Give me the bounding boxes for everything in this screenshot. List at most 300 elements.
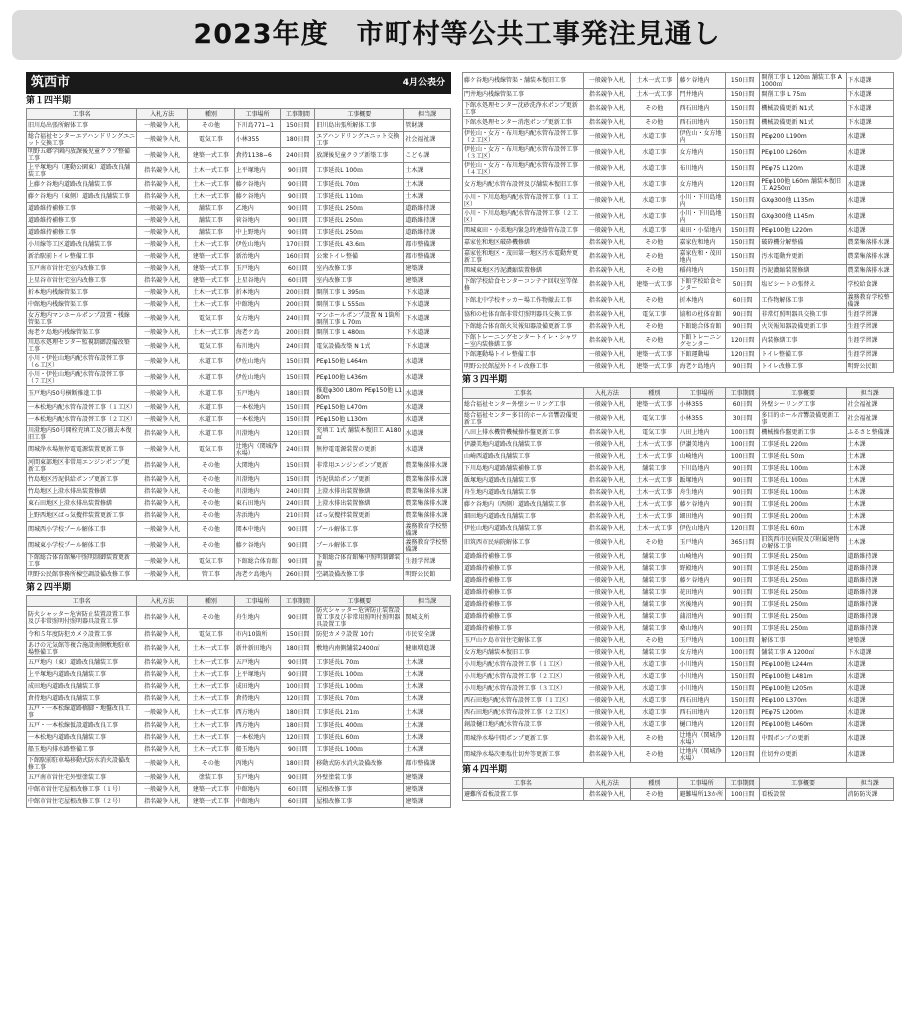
table-cell: プール解体工事: [315, 522, 404, 538]
table-cell: 90日間: [281, 744, 315, 756]
table-cell: 60日間: [725, 399, 759, 411]
table-cell: 生涯学習課: [404, 554, 451, 569]
table-cell: 工事延長L 100ｍ: [315, 744, 404, 756]
table-cell: 関城東田・小栗地内緊急時連絡管布設工事: [463, 225, 584, 237]
table-cell: 伊佐山・女方地内: [678, 129, 725, 145]
table-cell: 小川・下川島地内: [678, 209, 725, 225]
column-header: 種別: [631, 388, 678, 399]
table-cell: 汚水電動弁更新: [760, 249, 846, 265]
table-cell: 指名競争入札: [137, 486, 188, 498]
table-row: [463, 101, 894, 117]
table-cell: 嘉家佐和地区・茂田第一地区汚水電動弁更新工事: [463, 249, 584, 265]
table-cell: 指名競争入札: [137, 629, 188, 641]
table-cell: 蒲沼地内: [678, 611, 725, 623]
table-cell: 開削工事 L 480ｍ: [315, 327, 404, 339]
table-cell: 野殿地内: [678, 563, 725, 575]
table-cell: 指名競争入札: [583, 511, 630, 523]
table-cell: 宮後地内: [678, 599, 725, 611]
table-cell: 道路維持補修工事: [463, 599, 584, 611]
table-cell: 60日間: [725, 293, 759, 309]
table-cell: 機械設備更新 N1式: [760, 117, 846, 129]
table-cell: 義務教育学校整備課: [404, 522, 451, 538]
column-header: 工事期間: [725, 778, 759, 789]
table-cell: 屋根改修工事: [315, 796, 404, 808]
table-cell: 100日間: [725, 451, 759, 463]
table-row: [463, 487, 894, 499]
table-cell: 消防防災課: [846, 789, 893, 801]
table-cell: 新井新田地内: [234, 641, 281, 657]
table-row: [463, 599, 894, 611]
table-cell: 上藤ケ谷地内道路改良舗装工事: [27, 179, 137, 191]
table-cell: 水道工事: [631, 683, 678, 695]
table-cell: 一般競争入札: [583, 587, 630, 599]
table-row: [27, 339, 451, 354]
table-cell: 義務教育学校整備課: [846, 293, 893, 309]
table-cell: 玉戸山ケ島市営住宅解体工事: [463, 635, 584, 647]
table-cell: 90日間: [281, 669, 315, 681]
table-cell: 下水道課: [404, 311, 451, 327]
table-row: [27, 287, 451, 299]
table-cell: 小川・下川島地内配水管布設替工事（１工区）: [463, 193, 584, 209]
table-cell: 下水道課: [404, 339, 451, 354]
table-cell: 90日間: [725, 611, 759, 623]
table-row: [463, 193, 894, 209]
table-cell: 生涯学習課: [846, 333, 893, 349]
table-cell: 伊佐山地内: [234, 239, 281, 251]
table-cell: 一般競争入札: [583, 349, 630, 361]
table-cell: 農業集落排水課: [404, 474, 451, 486]
table-cell: 女方地内: [234, 311, 281, 327]
table-row: [463, 361, 894, 373]
table-cell: 西石田地内配水管布設替工事（２工区）: [463, 707, 584, 719]
table-header: [27, 109, 451, 120]
table-cell: 稲荷地内: [678, 265, 725, 277]
table-row: [27, 657, 451, 669]
table-cell: 道路維持課: [846, 551, 893, 563]
column-header: 工事場所: [234, 109, 281, 120]
table-cell: 工事延長L 250ｍ: [315, 227, 404, 239]
table-cell: トイレ改修工事: [760, 361, 846, 373]
table-cell: 船玉地内: [234, 744, 281, 756]
table-cell: 道路維持課: [846, 575, 893, 587]
table-row: [27, 486, 451, 498]
table-cell: 多目的ホール音響設備更新工事: [760, 411, 846, 427]
table-cell: 布川地内: [678, 161, 725, 177]
table-cell: 指名競争入札: [137, 681, 188, 693]
table-cell: 道路維持補修工事: [463, 551, 584, 563]
table-cell: 土木課: [846, 451, 893, 463]
table-cell: 指名競争入札: [583, 249, 630, 265]
table-cell: 90日間: [725, 309, 759, 321]
table-row: [27, 796, 451, 808]
table-cell: 水道課: [404, 354, 451, 370]
column-header: 工事名: [27, 596, 137, 607]
table-row: [27, 227, 451, 239]
table-cell: 市内10箇所: [234, 629, 281, 641]
table-row: [27, 275, 451, 287]
table-cell: 市民安全課: [404, 629, 451, 641]
table-cell: 一般競争入札: [583, 145, 630, 161]
table-cell: 工事延長L 200ｍ: [760, 511, 846, 523]
table-cell: 200日間: [281, 287, 315, 299]
table-cell: 電気工事: [188, 311, 235, 327]
table-row: [27, 148, 451, 163]
table-cell: 150日間: [725, 193, 759, 209]
table-cell: PEφ100他 L436m: [315, 370, 404, 386]
table-cell: 指名競争入札: [137, 426, 188, 442]
table-cell: 一般競争入札: [583, 411, 630, 427]
table-cell: 150日間: [725, 101, 759, 117]
table-cell: PEφ150他 L464m: [315, 354, 404, 370]
quarter-2-continued-table: [462, 72, 894, 373]
table-cell: 180日間: [281, 705, 315, 720]
table-cell: 玉戸地内: [678, 535, 725, 551]
table-cell: 水道課: [846, 731, 893, 747]
table-row: [463, 277, 894, 293]
table-cell: 屋根改修工事: [315, 784, 404, 796]
table-cell: 道路維持課: [846, 599, 893, 611]
table-cell: 150日間: [725, 225, 759, 237]
table-cell: 下館総合体育館火災報知器設備更新工事: [463, 321, 584, 333]
table-cell: 伊佐山・女方・布川地内配水管布設替工事（４工区）: [463, 161, 584, 177]
table-cell: 舟生地内: [678, 487, 725, 499]
table-cell: 電気工事: [188, 339, 235, 354]
table-row: [27, 784, 451, 796]
table-cell: 土木一式工事: [631, 499, 678, 511]
table-cell: 指名競争入札: [583, 101, 630, 117]
table-cell: 管財課: [404, 120, 451, 132]
table-row: [463, 475, 894, 487]
table-cell: 水道課: [404, 370, 451, 386]
table-cell: 土木一式工事: [188, 681, 235, 693]
table-cell: 農業集落排水課: [404, 498, 451, 510]
table-cell: 成田地内: [234, 681, 281, 693]
table-row: [463, 575, 894, 587]
table-cell: 一本松地内道路改良舗装工事: [27, 732, 137, 744]
table-cell: 中館市営住宅屋根改修工事（１号）: [27, 784, 137, 796]
table-cell: 道路維持課: [846, 587, 893, 599]
table-cell: 土木一式工事: [631, 523, 678, 535]
table-cell: 旧筑西市民病院解体工事: [463, 535, 584, 551]
table-cell: 土木一式工事: [188, 744, 235, 756]
table-cell: 一般競争入札: [583, 193, 630, 209]
table-header: [27, 596, 451, 607]
table-cell: 総合福祉センターエアハンドリングユニット交換工事: [28, 132, 136, 147]
table-cell: 一般競争入札: [137, 705, 188, 720]
table-cell: 道路維持補修工事: [463, 563, 584, 575]
publish-label: 4月公表分: [402, 78, 445, 88]
table-row: [463, 731, 894, 747]
header-row: [27, 109, 451, 120]
table-cell: 明野公民館屋外トイレ改修工事: [463, 361, 584, 373]
table-cell: 指名競争入札: [583, 117, 630, 129]
table-cell: 電気工事: [188, 629, 235, 641]
table-row: [27, 414, 451, 426]
table-cell: 玉戸地内: [234, 386, 281, 402]
table-cell: 下館学校給食センターコンテナ回収室等保修: [463, 277, 584, 293]
table-cell: 工事延長L 250ｍ: [760, 599, 846, 611]
table-row: [463, 587, 894, 599]
page-title: 2023年度 市町村等公共工事発注見通し: [12, 10, 902, 60]
table-cell: 一般競争入札: [137, 414, 188, 426]
table-row: [463, 683, 894, 695]
table-cell: 指名競争入札: [137, 720, 188, 732]
quarter-3-heading: 第３四半期: [462, 375, 508, 385]
table-cell: 120日間: [725, 177, 759, 193]
column-header: 工事名: [463, 388, 584, 399]
table-cell: 指名競争入札: [583, 293, 630, 309]
table-cell: 指名競争入札: [137, 474, 188, 486]
table-cell: 伊佐山地内: [234, 354, 281, 370]
table-cell: その他: [631, 237, 678, 249]
table-cell: 上野西地区ばっ気攪拌装置更新工事: [27, 510, 137, 522]
table-cell: 小川・下川島地内配水管布設替工事（２工区）: [463, 209, 584, 225]
table-cell: 嘉家佐和地内: [678, 237, 725, 249]
table-cell: 土木一式工事: [631, 511, 678, 523]
table-cell: 水道工事: [188, 386, 235, 402]
table-cell: 工事延長L 110ｍ: [315, 191, 404, 203]
table-row: [27, 239, 451, 251]
table-cell: 90日間: [725, 361, 759, 373]
table-cell: 一般競争入札: [137, 442, 188, 458]
table-row: [27, 299, 451, 311]
table-cell: 土木課: [846, 439, 893, 451]
table-cell: 200日間: [281, 327, 315, 339]
table-cell: 土木課: [404, 163, 451, 179]
table-cell: 水道課: [846, 129, 893, 145]
quarter-3-table: [462, 387, 894, 763]
table-cell: 道路維持補修工事: [27, 203, 137, 215]
table-cell: 内装修繕工事: [760, 333, 846, 349]
table-cell: 西石田地内: [678, 695, 725, 707]
table-cell: 関城東地区汚泥濃縮装置修繕: [463, 265, 584, 277]
table-cell: 建築一式工事: [631, 399, 678, 411]
column-header: 工事概要: [315, 596, 404, 607]
table-cell: 丙地内: [234, 756, 281, 772]
table-cell: 土木課: [846, 523, 893, 535]
table-cell: 関城支所: [404, 607, 451, 629]
table-cell: 土木一式工事: [188, 191, 235, 203]
table-cell: 電気設備改築 N 1式: [315, 339, 404, 354]
table-cell: 道路維持補修工事: [27, 215, 137, 227]
table-cell: その他: [631, 293, 678, 309]
table-cell: 一般競争入札: [137, 772, 188, 784]
table-cell: 150日間: [725, 209, 759, 225]
table-cell: 五戸・一本松線道路橋脚・地盤改良工事: [27, 705, 137, 720]
table-cell: 90日間: [725, 475, 759, 487]
table-cell: 一般競争入札: [137, 132, 188, 148]
table-cell: 100日間: [725, 647, 759, 659]
table-cell: 塗装工事: [188, 772, 235, 784]
table-row: [27, 607, 451, 629]
table-cell: 建築課: [404, 275, 451, 287]
table-cell: 一本松地内: [234, 402, 281, 414]
table-cell: 海老ケ島地内桟線管渠工事: [27, 327, 137, 339]
table-cell: 60日間: [281, 275, 315, 287]
table-cell: 玉戸地内: [234, 772, 281, 784]
table-cell: 健康増進課: [404, 641, 451, 657]
table-row: [27, 522, 451, 538]
table-cell: 30日間: [725, 411, 759, 427]
table-cell: 土木課: [404, 191, 451, 203]
table-cell: 下水道課: [846, 647, 893, 659]
table-cell: 指名競争入札: [137, 458, 188, 474]
table-cell: 下館運動場トイレ整備工事: [463, 349, 584, 361]
column-header: 工事場所: [234, 596, 281, 607]
table-cell: 一般競争入札: [137, 554, 188, 569]
table-row: [463, 411, 894, 427]
table-row: [463, 463, 894, 475]
table-cell: 水道課: [846, 177, 893, 193]
table-cell: 建築一式工事: [188, 275, 235, 287]
table-cell: 一般競争入札: [137, 239, 188, 251]
table-cell: 180日間: [281, 720, 315, 732]
table-cell: PEφ100他 L244m: [760, 659, 846, 671]
table-cell: 一般競争入札: [583, 695, 630, 707]
table-cell: 指名競争入札: [137, 498, 188, 510]
table-cell: 90日間: [281, 657, 315, 669]
table-cell: 建築一式工事: [188, 796, 235, 808]
table-cell: 生涯学習課: [846, 309, 893, 321]
table-cell: 都市整備課: [404, 756, 451, 772]
table-cell: 舗装工事: [631, 463, 678, 475]
table-cell: 60日間: [281, 263, 315, 275]
table-cell: 150日間: [725, 249, 759, 265]
table-cell: PEφ100他 L481m: [760, 671, 846, 683]
table-cell: 舗装工事: [631, 575, 678, 587]
table-row: [463, 623, 894, 635]
table-cell: 下館北中学校サッカー場工作物撤去工事: [463, 293, 584, 309]
table-cell: その他: [631, 117, 678, 129]
table-cell: 指名競争入札: [137, 693, 188, 705]
table-cell: 海老ケ島: [234, 327, 281, 339]
table-cell: 一本松地内: [234, 732, 281, 744]
table-cell: 一般競争入札: [583, 161, 630, 177]
table-cell: 西石田地内配水管布設替工事（１工区）: [463, 695, 584, 707]
table-cell: 海老ケ島地内: [678, 361, 725, 373]
table-cell: 小林355: [678, 411, 725, 427]
table-cell: 120日間: [281, 732, 315, 744]
table-cell: その他: [188, 458, 235, 474]
table-cell: 旧川島出張所解体工事: [27, 120, 137, 132]
table-cell: 90日間: [281, 191, 315, 203]
table-cell: 明野公民館: [846, 361, 893, 373]
table-cell: 指名競争入札: [583, 89, 630, 101]
table-cell: 大関地内: [234, 458, 281, 474]
table-row: [463, 511, 894, 523]
table-row: [27, 772, 451, 784]
table-cell: 工事延長L 70ｍ: [315, 657, 404, 669]
table-cell: 150日間: [725, 129, 759, 145]
table-cell: PEφ75 L120m: [760, 161, 846, 177]
table-cell: 乙地内: [234, 203, 281, 215]
table-cell: 下館トレーニングセンター: [678, 333, 725, 349]
table-cell: 関城浄水場次亜塩仕切弁等更新工事: [463, 747, 584, 763]
table-cell: 小川地内: [678, 659, 725, 671]
table-cell: 一般競争入札: [583, 563, 630, 575]
table-row: [463, 249, 894, 265]
table-cell: 藤ケ谷地内（西側）道路改良舗装工事: [463, 499, 584, 511]
table-cell: 下水道課: [404, 299, 451, 311]
table-cell: 小川・下川島地内: [678, 193, 725, 209]
column-header: 工事概要: [760, 778, 846, 789]
table-cell: その他: [631, 321, 678, 333]
table-cell: 協和の杜体育館非常灯照明器具交換工事: [463, 309, 584, 321]
column-header: 工事場所: [678, 778, 725, 789]
table-cell: 水道課: [846, 671, 893, 683]
table-cell: 工事延長L 60ｍ: [315, 732, 404, 744]
table-cell: 道路維持課: [404, 215, 451, 227]
table-cell: 女方地内: [678, 177, 725, 193]
table-cell: 赤浜地内: [234, 510, 281, 522]
column-header: 入札方法: [583, 778, 630, 789]
table-cell: 非常灯照明器具交換工事: [760, 309, 846, 321]
table-cell: その他: [188, 522, 235, 538]
table-cell: 上平塚地内: [234, 669, 281, 681]
table-cell: 一般競争入札: [583, 439, 630, 451]
table-row: [27, 458, 451, 474]
table-cell: 五戸南市営住宅外壁塗装工事: [27, 772, 137, 784]
table-row: [463, 145, 894, 161]
table-cell: 240日間: [281, 486, 315, 498]
table-cell: 150日間: [281, 474, 315, 486]
table-cell: 90日間: [725, 551, 759, 563]
table-cell: 一般競争入札: [583, 575, 630, 587]
table-cell: 伊佐山・女方・布川地内配水管布設替工事（３工区）: [463, 145, 584, 161]
table-cell: 一般競争入札: [137, 784, 188, 796]
table-cell: 工事延長L 43.6ｍ: [315, 239, 404, 251]
quarter-4-table: [462, 777, 894, 801]
table-cell: 土木一式工事: [188, 179, 235, 191]
table-cell: 西方地内: [234, 720, 281, 732]
table-cell: 200日間: [281, 299, 315, 311]
table-cell: 一般競争入札: [137, 386, 188, 402]
table-cell: 一般競争入札: [137, 287, 188, 299]
column-header: 工事期間: [725, 388, 759, 399]
table-cell: 布川地内: [234, 339, 281, 354]
table-row: [463, 399, 894, 411]
table-row: [463, 719, 894, 731]
table-cell: 玉戸南市営住宅室内改修工事: [27, 263, 137, 275]
table-cell: 舗装工事: [631, 647, 678, 659]
table-cell: 新治駅前トイレ整備工事: [27, 251, 137, 263]
table-cell: 一本松地内配水管布設替工事（１工区）: [27, 402, 137, 414]
table-cell: 下水道課: [846, 101, 893, 117]
table-cell: 240日間: [281, 148, 315, 163]
table-cell: 一般競争入札: [137, 311, 188, 327]
table-cell: 一般競争入札: [137, 569, 188, 581]
table-cell: 下館水処理センター沈砂洗浄水ポンプ更新工事: [463, 101, 584, 117]
table-cell: 水道課: [404, 426, 451, 442]
header-row: [27, 596, 451, 607]
table-cell: 120日間: [725, 333, 759, 349]
table-row: [463, 237, 894, 249]
table-cell: 明野公民館: [404, 569, 451, 581]
table-row: [27, 163, 451, 179]
table-cell: 水道課: [846, 225, 893, 237]
table-row: [27, 215, 451, 227]
table-cell: その他: [188, 474, 235, 486]
city-header-bar: [26, 72, 451, 94]
table-cell: 舗装工事 A 1200㎡: [760, 647, 846, 659]
table-cell: 土木課: [846, 499, 893, 511]
table-cell: 道路維持補修工事: [463, 623, 584, 635]
table-cell: 藤ケ谷地内桟線管渠・舗装本復旧工事: [463, 73, 584, 89]
table-row: [463, 129, 894, 145]
table-row: [27, 203, 451, 215]
table-cell: 土木一式工事: [631, 89, 678, 101]
quarter-2-table: [26, 595, 451, 808]
